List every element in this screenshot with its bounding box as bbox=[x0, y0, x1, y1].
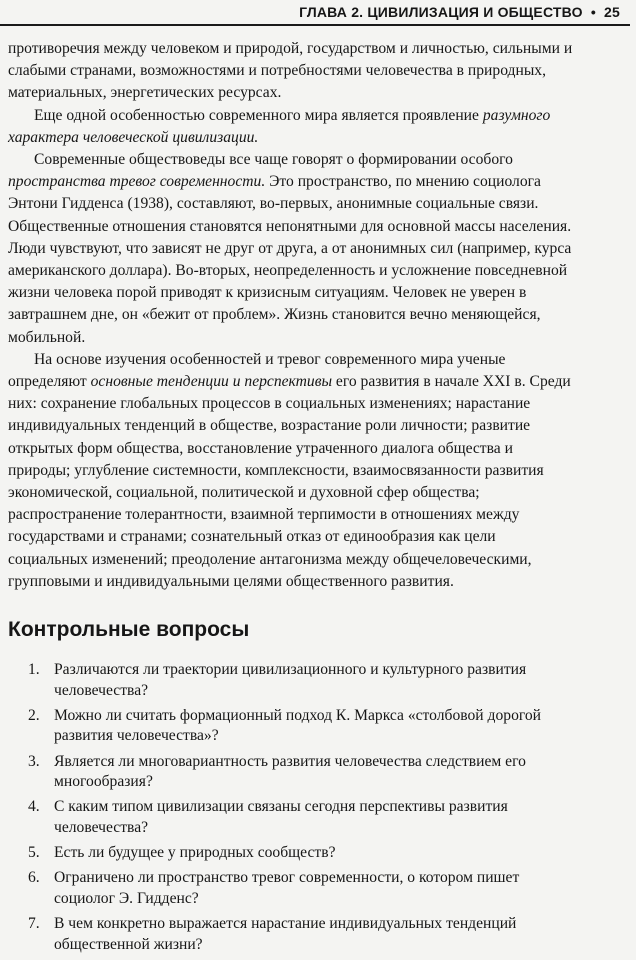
chapter-title: ГЛАВА 2. ЦИВИЛИЗАЦИЯ И ОБЩЕСТВО bbox=[299, 4, 583, 20]
question-text: Различаются ли траектории цивилизационного и культурного развития человечества? bbox=[54, 661, 527, 699]
paragraph-2-emphasis: разумного характера человеческой цивилизации. bbox=[8, 106, 551, 146]
paragraph-3 bbox=[8, 149, 578, 349]
header-rule bbox=[0, 24, 630, 26]
question-item bbox=[28, 914, 584, 955]
question-text: Можно ли считать формационный подход К. Маркса «столбовой дорогой развития человечества»? bbox=[54, 706, 542, 745]
paragraph-4 bbox=[8, 349, 578, 593]
question-text: В чем конкретно выражается нарастание индивидуальных тенденций общественной жизни? bbox=[54, 915, 517, 953]
question-text: Есть ли будущее у природных сообществ? bbox=[54, 844, 336, 862]
paragraph-2 bbox=[8, 105, 578, 149]
paragraph-3-rest: Это пространство, по мнению социолога Энтони Гидденса (1938), составляют, во-первых, анонимные социальные связи. Общественные отношения становятся непонятными для основной массы населения. Люди чувствуют, что зависят не друг от друга, а от анонимных сил (например, курса американского доллара). Во-вторых, неопределенность и усложнение повседневной жизни человека порой приводят к кризисным ситуациям. Человек не уверен в завтрашнем дне, он «бежит от проблем». Жизнь становится вечно меняющейся, мобильной. bbox=[8, 173, 572, 346]
page-number: 25 bbox=[604, 4, 620, 20]
paragraph-4-rest: его развития в начале XXI в. Среди них: сохранение глобальных процессов в социальных изменениях; нарастание индивидуальных тенденций в обществе, возрастание роли личности; развитие открытых форм общества, восстановление утраченного диалога общества и природы; углубление системности, комплексности, взаимосвязанности развития экономической, социальной, политической и духовной сфер общества; распространение толерантности, взаимной терпимости в отношениях между государствами и странами; сознательный отказ от единообразия как цели социальных изменений; преодоление антагонизма между общечеловеческими, групповыми и индивидуальными целями общественного развития. bbox=[8, 373, 571, 590]
section-title: Контрольные вопросы bbox=[8, 618, 250, 641]
question-item bbox=[28, 752, 584, 793]
question-item bbox=[28, 797, 584, 838]
header-bullet: • bbox=[590, 4, 596, 20]
question-number: 3. bbox=[28, 752, 40, 770]
paragraph-1: противоречия между человеком и природой, государством и личностью, сильными и слабыми странами, возможностями и потребностями человечества в природных, материальных, энергетических ресурсах. bbox=[8, 40, 573, 102]
running-header bbox=[299, 4, 620, 20]
question-number: 6. bbox=[28, 869, 40, 887]
question-number: 2. bbox=[28, 706, 40, 724]
paragraph-2-lead: Еще одной особенностью современного мира является проявление bbox=[34, 106, 483, 124]
question-item bbox=[28, 660, 584, 701]
question-item bbox=[28, 843, 584, 864]
question-text: С каким типом цивилизации связаны сегодня перспективы развития человечества? bbox=[54, 798, 508, 836]
question-number: 4. bbox=[28, 798, 40, 816]
questions-list bbox=[28, 660, 584, 960]
question-item bbox=[28, 868, 584, 909]
paragraph-3-lead: Современные обществоведы все чаще говорят о формировании особого bbox=[34, 151, 513, 169]
paragraph-4-emphasis: основные тенденции и перспективы bbox=[90, 373, 333, 391]
question-number: 1. bbox=[28, 661, 40, 678]
paragraph-3-emphasis: пространства тревог современности. bbox=[8, 173, 266, 191]
paragraph-4-lead: На основе изучения особенностей и тревог современного мира ученые определяют bbox=[8, 350, 506, 391]
question-item bbox=[28, 706, 584, 747]
question-text: Является ли многовариантность развития человечества следствием его многообразия? bbox=[54, 752, 526, 791]
question-number: 7. bbox=[28, 915, 40, 933]
body-text bbox=[8, 38, 578, 593]
question-number: 5. bbox=[28, 844, 40, 862]
question-text: Ограничено ли пространство тревог современности, о котором пишет социолог Э. Гидденс? bbox=[54, 869, 520, 907]
